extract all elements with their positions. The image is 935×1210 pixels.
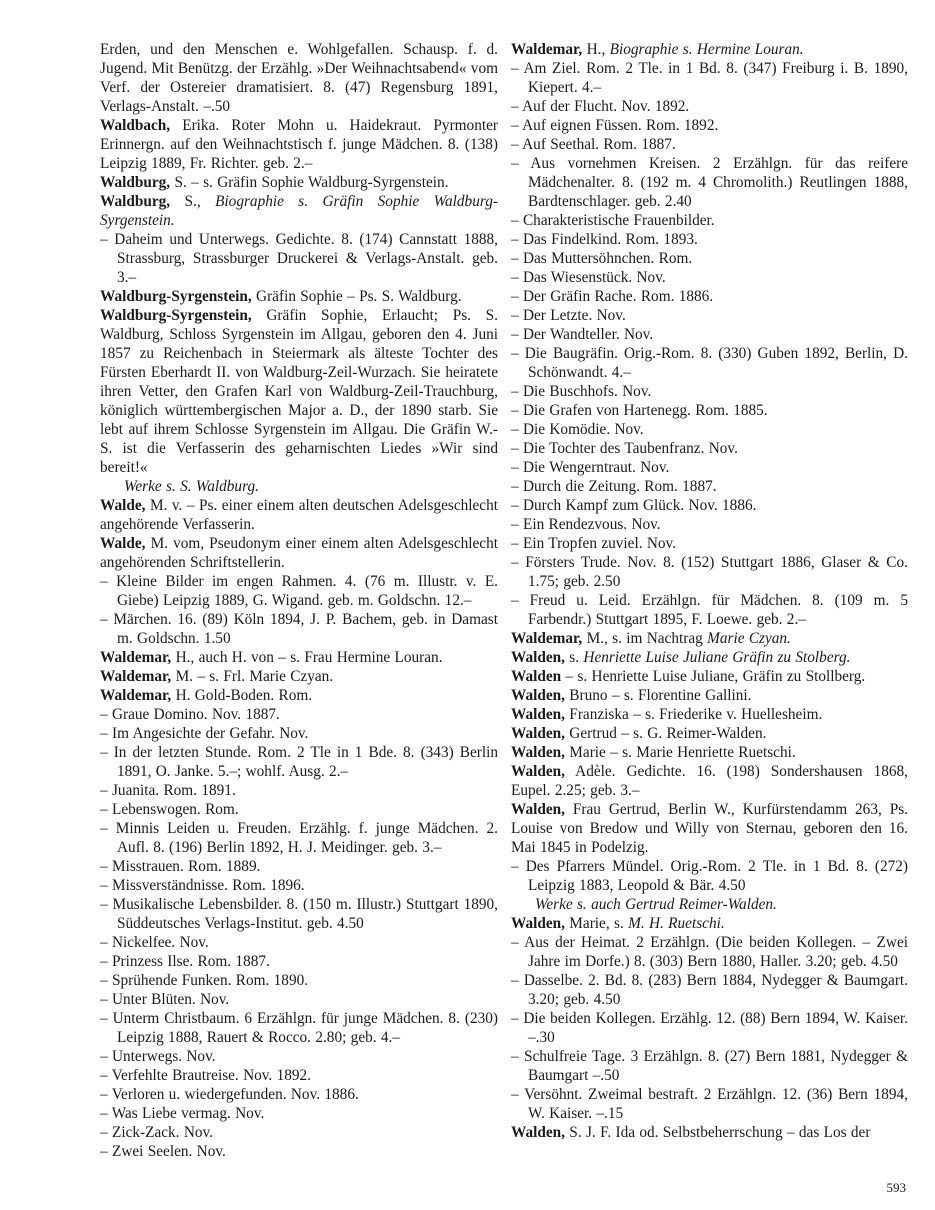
work-list-item [511,97,908,116]
headword: Walden, [511,763,565,780]
entry-text: H., auch H. von – s. Frau Hermine Louran. [171,649,443,666]
work-list-item [511,59,908,97]
entry-text: Gertrud – s. G. Reimer-Walden. [564,725,767,742]
work-list-item [100,230,498,287]
lexicon-entry [511,1123,908,1142]
entry-text: S., [170,193,216,210]
work-list-item [511,287,908,306]
work-list-item [511,496,908,515]
lexicon-entry [100,306,498,477]
entry-text: – Dasselbe. 2. Bd. 8. (283) Bern 1884, Nydegger & Baumgart. 3.20; geb. 4.50 [511,972,908,1008]
work-list-item [511,1047,908,1085]
entry-text: – Sprühende Funken. Rom. 1890. [100,972,309,989]
entry-text: – Der Wandteller. Nov. [511,326,654,343]
work-list-item [511,971,908,1009]
work-list-item [511,515,908,534]
lexicon-entry [100,192,498,230]
entry-text: – Die beiden Kollegen. Erzählg. 12. (88) Bern 1894, W. Kaiser. –.30 [511,1010,908,1046]
work-list-item [100,1123,498,1142]
lexicon-entry [100,534,498,572]
headword: Walden, [511,915,565,932]
lexicon-entry [511,724,908,743]
work-list-item [100,705,498,724]
entry-text: – Der Gräfin Rache. Rom. 1886. [511,288,714,305]
italic-reference: Biographie s. Gräfin Sophie Waldburg-Syrgenstein. [100,193,498,229]
headword: Waldburg, [100,193,171,210]
entry-text: – Auf eignen Füssen. Rom. 1892. [511,117,719,134]
headword: Walden, [511,687,565,704]
lexicon-entry [511,629,908,648]
entry-text: – Verfehlte Brautreise. Nov. 1892. [100,1067,312,1084]
entry-text: – Das Wiesenstück. Nov. [511,269,666,286]
italic-reference: Marie Czyan. [707,630,791,647]
work-list-item [511,249,908,268]
work-list-item [100,610,498,648]
headword: Walden, [511,801,565,818]
headword: Walde, [100,497,146,514]
entry-text: – Lebenswogen. Rom. [100,801,239,818]
work-list-item [511,534,908,553]
work-list-item [511,401,908,420]
entry-text: – Charakteristische Frauenbilder. [511,212,715,229]
entry-text: – Verloren u. wiedergefunden. Nov. 1886. [100,1086,359,1103]
entry-text: Gräfin Sophie – Ps. S. Waldburg. [251,288,462,305]
entry-text: – Die Baugräfin. Orig.-Rom. 8. (330) Guben 1892, Berlin, D. Schönwandt. 4.– [511,345,908,381]
entry-text: H., [582,41,610,58]
entry-text: Erden, und den Menschen e. Wohlgefallen. Schausp. f. d. Jugend. Mit Benützg. der Erzählg. »Der Weihnachtsabend« vom Verf. der Ostereier dramatisiert. 8. (47) Regensburg 1891, Verlags-Anstalt. –.50 [100,41,498,115]
work-list-item [511,306,908,325]
work-list-item [511,477,908,496]
entry-text: – Am Ziel. Rom. 2 Tle. in 1 Bd. 8. (347) Freiburg i. B. 1890, Kiepert. 4.– [511,60,908,96]
entry-text: – Unter Blüten. Nov. [100,991,230,1008]
work-list-item [100,819,498,857]
headword: Waldemar, [100,687,172,704]
entry-text: – Die Wengerntraut. Nov. [511,459,670,476]
work-list-item [511,591,908,629]
works-cross-reference [511,895,908,914]
headword: Waldburg-Syrgenstein, [100,307,252,324]
work-list-item [511,268,908,287]
entry-text: s. [564,649,584,666]
entry-text: Bruno – s. Florentine Gallini. [564,687,752,704]
entry-text: – Musikalische Lebensbilder. 8. (150 m. Illustr.) Stuttgart 1890, Süddeutsches Verlags-Institut. geb. 4.50 [100,896,498,932]
lexicon-entry [100,686,498,705]
headword: Waldemar, [100,668,172,685]
entry-text: – Daheim und Unterwegs. Gedichte. 8. (174) Cannstatt 1888, Strassburg, Strassburger Druckerei & Verlags-Anstalt. geb. 3.– [100,231,498,286]
lexicon-entry [511,914,908,933]
entry-text: Marie, s. [564,915,629,932]
work-list-item [511,439,908,458]
entry-text: – Freud u. Leid. Erzählgn. für Mädchen. 8. (109 m. 5 Farbendr.) Stuttgart 1895, F. Loewe. geb. 2.– [511,592,908,628]
entry-text: Erika. Roter Mohn u. Haidekraut. Pyrmonter Erinnergn. auf den Weihnachtstisch f. junge Mädchen. 8. (138) Leipzig 1889, Fr. Richter. geb. 2.– [100,117,498,172]
italic-reference: Biographie s. Hermine Louran. [609,41,804,58]
entry-text: – Auf der Flucht. Nov. 1892. [511,98,690,115]
entry-text: – s. Henriette Luise Juliane, Gräfin zu Stollberg. [561,668,866,685]
work-list-item [100,952,498,971]
italic-reference: Werke s. auch Gertrud Reimer-Walden. [535,896,777,913]
headword: Walden, [511,744,565,761]
work-list-item [100,781,498,800]
italic-reference: M. H. Ruetschi. [628,915,725,932]
entry-text: M. v. – Ps. einer einem alten deutschen Adelsgeschlecht angehörende Verfasserin. [100,497,498,533]
entry-text: – Minnis Leiden u. Freuden. Erzählg. f. junge Mädchen. 2. Aufl. 8. (196) Berlin 1892, H. J. Meidinger. geb. 3.– [100,820,498,856]
work-list-item [511,1009,908,1047]
headword: Waldemar, [511,41,583,58]
entry-text: – Das Muttersöhnchen. Rom. [511,250,693,267]
lexicon-entry [511,667,908,686]
headword: Walden, [511,649,565,666]
lexicon-entry [100,287,498,306]
works-cross-reference [100,477,498,496]
entry-text: – Ein Tropfen zuviel. Nov. [511,535,677,552]
entry-text: – Das Findelkind. Rom. 1893. [511,231,698,248]
lexicon-entry [511,800,908,857]
lexicon-entry [511,686,908,705]
entry-text: – Durch die Zeitung. Rom. 1887. [511,478,717,495]
entry-text: – In der letzten Stunde. Rom. 2 Tle in 1 Bde. 8. (343) Berlin 1891, O. Janke. 5.–; wohlf. Ausg. 2.– [100,744,498,780]
entry-text: – Der Letzte. Nov. [511,307,626,324]
entry-text: – Kleine Bilder im engen Rahmen. 4. (76 m. Illustr. v. E. Giebe) Leipzig 1889, G. Wigand. geb. m. Goldschn. 12.– [100,573,498,609]
entry-text: – Juanita. Rom. 1891. [100,782,236,799]
lexicon-entry [100,173,498,192]
work-list-item [100,933,498,952]
entry-text: – Nickelfee. Nov. [100,934,209,951]
lexicon-entry [511,743,908,762]
work-list-item [511,211,908,230]
entry-text: – Unterwegs. Nov. [100,1048,216,1065]
entry-text: Franziska – s. Friederike v. Huellesheim. [564,706,823,723]
headword: Walde, [100,535,146,552]
lexicon-entry [100,496,498,534]
entry-text: S. – s. Gräfin Sophie Waldburg-Syrgenstein. [170,174,449,191]
work-list-item [100,857,498,876]
entry-text: S. J. F. Ida od. Selbstbeherrschung – das Los der [564,1124,871,1141]
entry-text: M., s. im Nachtrag [582,630,708,647]
work-list-item [100,800,498,819]
entry-text: M. – s. Frl. Marie Czyan. [171,668,334,685]
work-list-item [100,1104,498,1123]
work-list-item [100,971,498,990]
work-list-item [100,743,498,781]
headword: Waldemar, [511,630,583,647]
entry-text: – Auf Seethal. Rom. 1887. [511,136,676,153]
work-list-item [511,154,908,211]
headword: Waldbach, [100,117,171,134]
work-list-item [100,1047,498,1066]
headword: Waldburg-Syrgenstein, [100,288,252,305]
lexicon-entry [511,648,908,667]
work-list-item [511,325,908,344]
entry-text: – Die Tochter des Taubenfranz. Nov. [511,440,738,457]
work-list-item [100,895,498,933]
headword: Walden, [511,725,565,742]
entry-text: – Im Angesichte der Gefahr. Nov. [100,725,309,742]
lexicon-entry [511,762,908,800]
work-list-item [511,420,908,439]
work-list-item [511,1085,908,1123]
entry-text: – Die Komödie. Nov. [511,421,644,438]
work-list-item [511,933,908,971]
lexicon-entry [100,667,498,686]
entry-text: H. Gold-Boden. Rom. [171,687,313,704]
entry-text: – Durch Kampf zum Glück. Nov. 1886. [511,497,757,514]
headword: Walden, [511,706,565,723]
entry-text: – Des Pfarrers Mündel. Orig.-Rom. 2 Tle. in 1 Bd. 8. (272) Leipzig 1883, Leopold & Bär. 4.50 [511,858,908,894]
entry-text: – Versöhnt. Zweimal bestraft. 2 Erzählgn. 12. (36) Bern 1894, W. Kaiser. –.15 [511,1086,908,1122]
entry-text: Frau Gertrud, Berlin W., Kurfürstendamm 263, Ps. Louise von Bredow und Willy von Sternau, geboren den 16. Mai 1845 in Podelzig. [511,801,908,856]
work-list-item [511,230,908,249]
work-list-item [100,572,498,610]
entry-text: – Was Liebe vermag. Nov. [100,1105,265,1122]
entry-text: – Misstrauen. Rom. 1889. [100,858,261,875]
entry-text: Marie – s. Marie Henriette Ruetschi. [564,744,796,761]
headword: Waldemar, [100,649,172,666]
lexicon-entry [100,116,498,173]
work-list-item [511,857,908,895]
entry-text: – Die Buschhofs. Nov. [511,383,652,400]
work-list-item [511,344,908,382]
entry-text: – Schulfreie Tage. 3 Erzählgn. 8. (27) Bern 1881, Nydegger & Baumgart –.50 [511,1048,908,1084]
work-list-item [100,1142,498,1161]
headword: Walden [511,668,562,685]
entry-text: Adèle. Gedichte. 16. (198) Sondershausen 1868, Eupel. 2.25; geb. 3.– [511,763,908,799]
entry-text: – Zwei Seelen. Nov. [100,1143,226,1160]
entry-text: M. vom, Pseudonym einer einem alten Adelsgeschlecht angehörenden Schriftstellerin. [100,535,498,571]
work-list-item [100,1066,498,1085]
entry-text: – Försters Trude. Nov. 8. (152) Stuttgart 1886, Glaser & Co. 1.75; geb. 2.50 [511,554,908,590]
entry-text: – Aus der Heimat. 2 Erzählgn. (Die beiden Kollegen. – Zwei Jahre im Dorfe.) 8. (303) Bern 1880, Haller. 3.20; geb. 4.50 [511,934,908,970]
lexicon-entry [100,648,498,667]
italic-reference: Henriette Luise Juliane Gräfin zu Stolberg. [583,649,851,666]
work-list-item [511,553,908,591]
entry-text: – Aus vornehmen Kreisen. 2 Erzählgn. für das reifere Mädchenalter. 8. (192 m. 4 Chromolith.) Reutlingen 1888, Bardtenschlager. geb. 2.40 [511,155,908,210]
continuation-paragraph [100,40,498,116]
entry-text: – Ein Rendezvous. Nov. [511,516,661,533]
work-list-item [511,116,908,135]
headword: Walden, [511,1124,565,1141]
headword: Waldburg, [100,174,171,191]
text-column-left [100,40,498,1161]
work-list-item [100,876,498,895]
work-list-item [100,1085,498,1104]
entry-text: – Graue Domino. Nov. 1887. [100,706,280,723]
text-column-right [511,40,908,1142]
work-list-item [511,382,908,401]
entry-text: – Zick-Zack. Nov. [100,1124,213,1141]
entry-text: – Unterm Christbaum. 6 Erzählgn. für junge Mädchen. 8. (230) Leipzig 1888, Rauert & Rocco. 2.80; geb. 4.– [100,1010,498,1046]
lexicon-entry [511,40,908,59]
work-list-item [511,135,908,154]
lexicon-entry [511,705,908,724]
work-list-item [100,1009,498,1047]
entry-text: Gräfin Sophie, Erlaucht; Ps. S. Waldburg, Schloss Syrgenstein im Allgau, geboren den 4. Juni 1857 zu Reichenbach in Steiermark als älteste Tochter des Fürsten Eberhardt II. von Waldburg-Zeil-Wurzach. Sie heiratete ihren Vetter, den Grafen Karl von Waldburg-Zeil-Trauchburg, königlich württembergischen Major a. D., der 1890 starb. Sie lebt auf ihrem Schlosse Syrgenstein im Allgau. Die Gräfin W.-S. ist die Verfasserin des geharnischten Liedes »Wir sind bereit!« [100,307,498,476]
work-list-item [100,724,498,743]
work-list-item [100,990,498,1009]
entry-text: – Märchen. 16. (89) Köln 1894, J. P. Bachem, geb. in Damast m. Goldschn. 1.50 [100,611,498,647]
work-list-item [511,458,908,477]
entry-text: – Missverständnisse. Rom. 1896. [100,877,305,894]
entry-text: – Prinzess Ilse. Rom. 1887. [100,953,270,970]
italic-reference: Werke s. S. Waldburg. [124,478,259,495]
page-number: 593 [886,1180,906,1195]
entry-text: – Die Grafen von Hartenegg. Rom. 1885. [511,402,768,419]
